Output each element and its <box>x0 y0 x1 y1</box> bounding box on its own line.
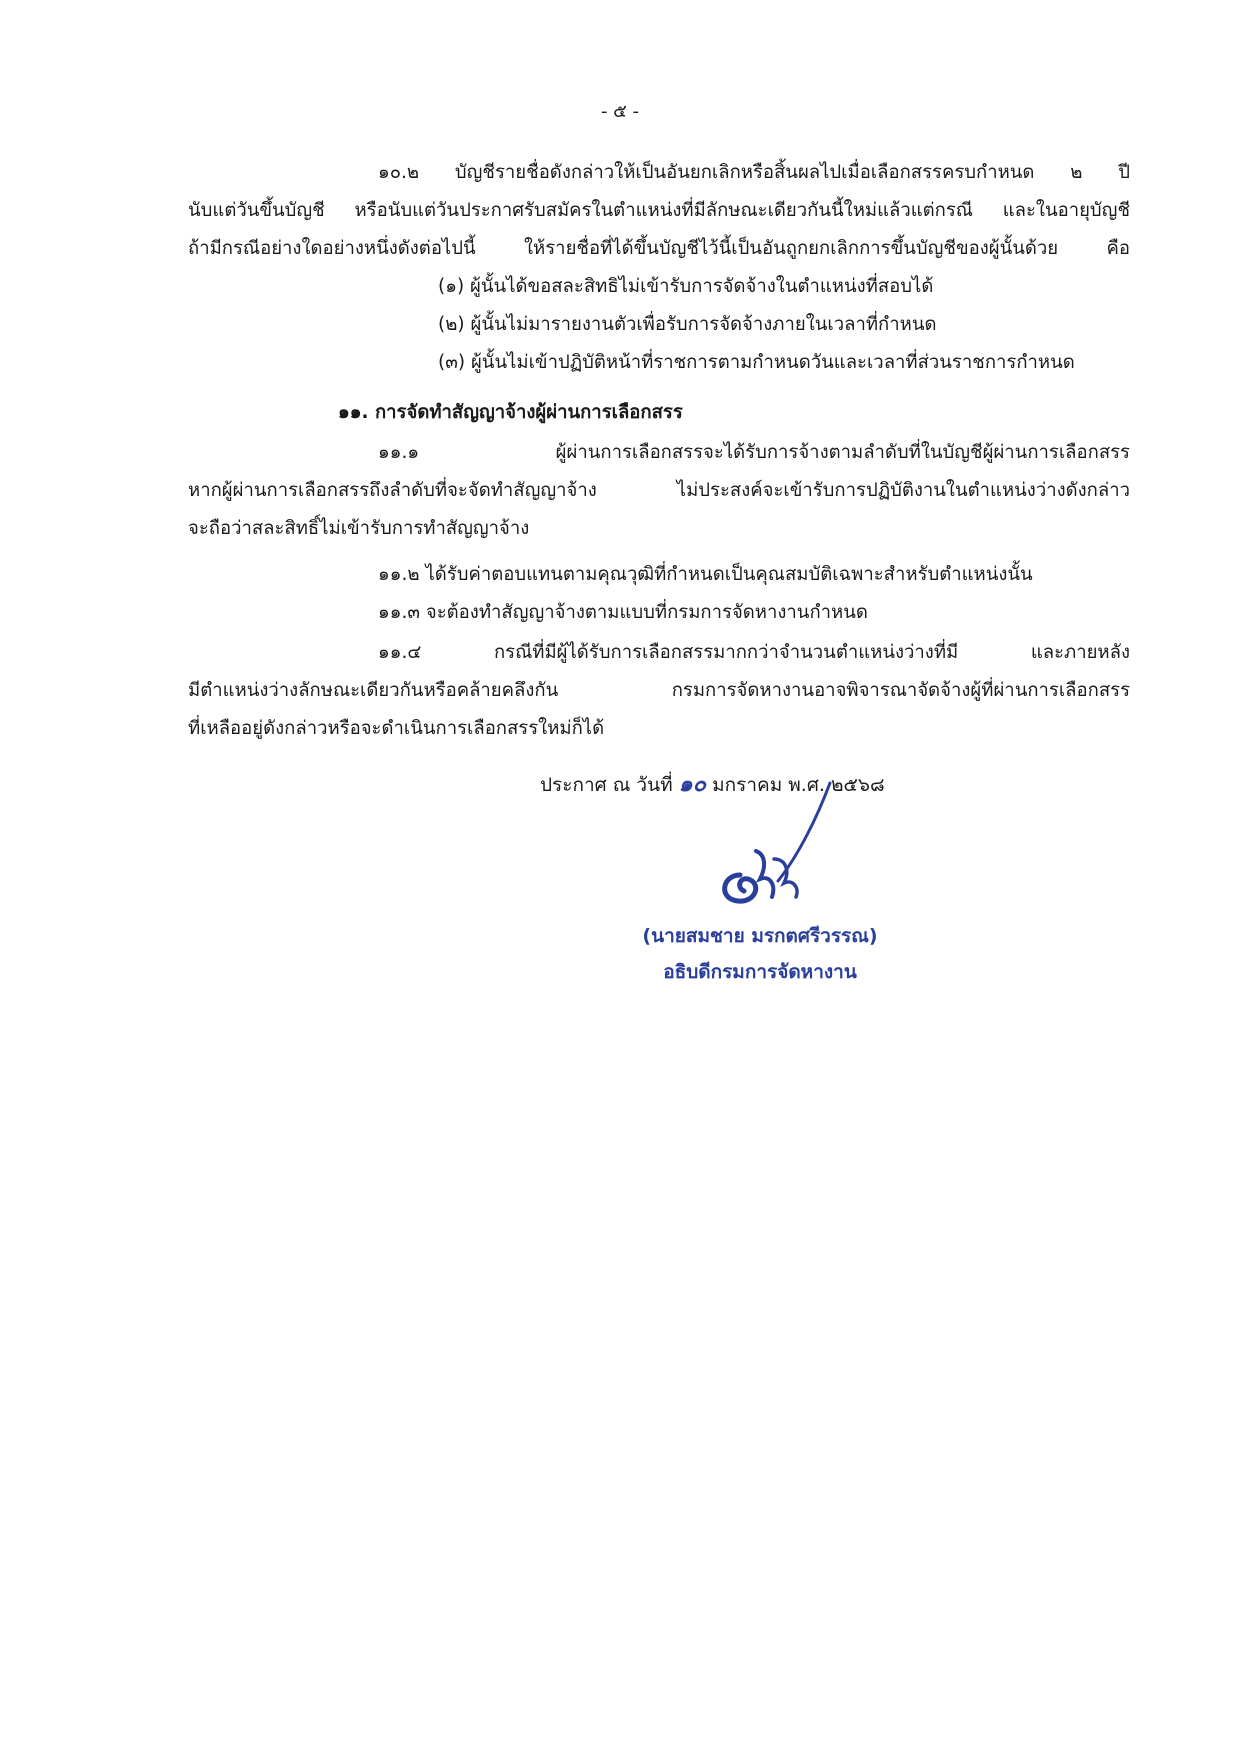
paragraph-10-2-line-1: ๑๐.๒ บัญชีรายชื่อดังกล่าวให้เป็นอันยกเลิกหรือสิ้นผลไปเมื่อเลือกสรรครบกำหนด ๒ ปี <box>378 162 1130 183</box>
announcement-month-year: มกราคม พ.ศ. ๒๕๖๘ <box>712 774 885 796</box>
announcement-day: ๑๐ <box>678 772 707 797</box>
condition-item-1: (๑) ผู้นั้นได้ขอสละสิทธิไม่เข้ารับการจัดจ้างในตำแหน่งที่สอบได้ <box>438 276 934 297</box>
signer-name: (นายสมชาย มรกตศรีวรรณ) <box>642 925 878 947</box>
condition-item-3: (๓) ผู้นั้นไม่เข้าปฏิบัติหน้าที่ราชการตามกำหนดวันและเวลาที่ส่วนราชการกำหนด <box>438 352 1075 373</box>
paragraph-11-2: ๑๑.๒ ได้รับค่าตอบแทนตามคุณวุฒิที่กำหนดเป็นคุณสมบัติเฉพาะสำหรับตำแหน่งนั้น <box>378 564 1033 585</box>
section-11-heading: ๑๑. การจัดทำสัญญาจ้างผู้ผ่านการเลือกสรร <box>338 402 683 423</box>
signer-position: อธิบดีกรมการจัดหางาน <box>663 961 857 983</box>
page-number: - ๕ - <box>600 101 640 122</box>
paragraph-11-4-line-2: มีตำแหน่งว่างลักษณะเดียวกันหรือคล้ายคลึงกัน กรมการจัดหางานอาจพิจารณาจัดจ้างผู้ที่ผ่านการเลือกสรร <box>188 680 1130 701</box>
paragraph-11-1-line-1: ๑๑.๑ ผู้ผ่านการเลือกสรรจะได้รับการจ้างตามลำดับที่ในบัญชีผู้ผ่านการเลือกสรร <box>378 442 1130 463</box>
paragraph-11-4-line-1: ๑๑.๔ กรณีที่มีผู้ได้รับการเลือกสรรมากกว่าจำนวนตำแหน่งว่างที่มี และภายหลัง <box>378 642 1130 663</box>
condition-item-2: (๒) ผู้นั้นไม่มารายงานตัวเพื่อรับการจัดจ้างภายในเวลาที่กำหนด <box>438 314 937 335</box>
handwritten-signature <box>700 775 870 915</box>
paragraph-11-1-line-3: จะถือว่าสละสิทธิ์ไม่เข้ารับการทำสัญญาจ้าง <box>188 518 530 539</box>
paragraph-10-2-line-2: นับแต่วันขึ้นบัญชี หรือนับแต่วันประกาศรับสมัครในตำแหน่งที่มีลักษณะเดียวกันนี้ใหม่แล้วแต่กรณี และในอายุบัญชี <box>188 200 1130 221</box>
paragraph-11-3: ๑๑.๓ จะต้องทำสัญญาจ้างตามแบบที่กรมการจัดหางานกำหนด <box>378 602 868 623</box>
announcement-prefix: ประกาศ ณ วันที่ <box>540 774 673 796</box>
paragraph-10-2-line-3: ถ้ามีกรณีอย่างใดอย่างหนึ่งดังต่อไปนี้ ให้รายชื่อที่ได้ขึ้นบัญชีไว้นี้เป็นอันถูกยกเลิกการขึ้นบัญชีของผู้นั้นด้วย คือ <box>188 238 1130 259</box>
paragraph-11-4-line-3: ที่เหลืออยู่ดังกล่าวหรือจะดำเนินการเลือกสรรใหม่ก็ได้ <box>188 718 605 739</box>
paragraph-11-1-line-2: หากผู้ผ่านการเลือกสรรถึงลำดับที่จะจัดทำสัญญาจ้าง ไม่ประสงค์จะเข้ารับการปฏิบัติงานในตำแหน่งว่างดังกล่าว <box>188 480 1130 501</box>
